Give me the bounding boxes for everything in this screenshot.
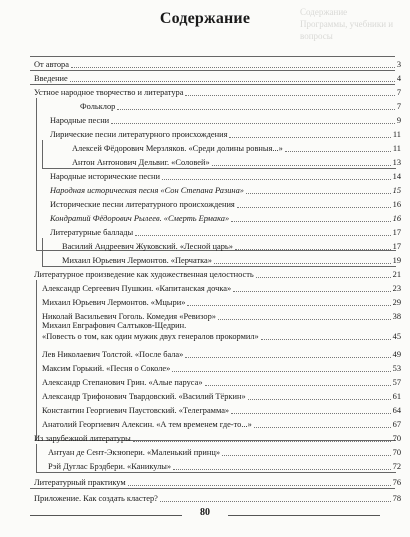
toc-entry-title: Михаил Юрьевич Лермонтов. «Перчатка» [62,256,212,265]
toc-entry-title: Михаил Юрьевич Лермонтов. «Мцыри» [42,298,186,307]
toc-entry[interactable] [62,252,401,266]
toc-entry[interactable] [50,112,401,126]
toc-entry[interactable] [34,490,401,504]
toc-entry-title: Константин Георгиевич Паустовский. «Телеграмма» [42,406,230,415]
toc-entry-title: Лирические песни литературного происхождения [50,130,228,139]
toc-entry-title: Исторические песни литературного происхождения [50,200,235,209]
toc-entry-page: 53 [392,364,401,373]
dot-leader [135,235,391,236]
ghost-line: Программы, учебники и вопросы [300,19,394,41]
toc-entry[interactable] [50,224,401,238]
toc-entry-title: Народные исторические песни [50,172,160,181]
page-title: Содержание [159,10,251,27]
toc-entry-page: 57 [392,378,401,387]
toc-entry[interactable] [50,210,401,224]
dot-leader [235,249,391,250]
dot-leader [162,179,391,180]
toc-entry-title: От автора [34,60,69,69]
toc-entry-page: 3 [396,60,401,69]
dot-leader [205,385,391,386]
dot-leader [111,123,395,124]
dot-leader [71,67,395,68]
toc-entry-title: Антуан де Сент-Экзюпери. «Маленький принц» [48,448,221,457]
toc-entry-page: 14 [392,172,401,181]
dot-leader [173,469,391,470]
toc-entry-title: Литературное произведение как художественная целостность [34,270,254,279]
toc-entry-title: Лев Николаевич Толстой. «После бала» [42,350,184,359]
toc-entry-page: 72 [392,462,401,471]
toc-entry-title: Литературный практикум [34,478,126,487]
toc-entry-page: 29 [392,298,401,307]
dot-leader [248,399,391,400]
toc-entry[interactable] [80,98,401,112]
dot-leader [214,263,391,264]
toc-entry[interactable] [42,320,401,344]
dot-leader [185,95,394,96]
dot-leader [133,441,391,442]
toc-entry[interactable] [34,266,401,280]
toc-entry-title: Литературные баллады [50,228,134,237]
toc-entry-title: Михаил Евграфович Салтыков-Щедрин. [42,321,187,330]
toc-entry-title-line2: «Повесть о том, как один мужик двух генералов прокормил» [42,332,259,341]
dot-leader [185,357,390,358]
toc-entry-title: Николай Васильевич Гоголь. Комедия «Ревизор» [42,312,216,321]
toc-entry-page: 67 [392,420,401,429]
toc-entry-second-line [42,331,401,342]
toc-entry[interactable] [42,294,401,308]
toc-entry[interactable] [42,360,401,374]
toc-entry-page: 70 [392,448,401,457]
footer-rule-right [228,515,380,516]
toc-entry-page: 11 [392,144,401,153]
toc-entry[interactable] [34,84,401,98]
toc-entry-title: Василий Андреевич Жуковский. «Лесной царь» [62,242,233,251]
dot-leader [117,109,394,110]
toc-entry-page: 9 [396,116,401,125]
dot-leader [261,339,391,340]
ghost-line: Содержание [300,7,348,17]
toc-entry-title: Фольклор [80,102,116,111]
toc-entry[interactable] [34,474,401,488]
toc-entry-page: 19 [392,256,401,265]
dot-leader [231,413,391,414]
toc-entry-page: 23 [392,284,401,293]
dot-leader [160,501,391,502]
toc-entry-title: Приложение. Как создать кластер? [34,494,158,503]
toc-entry[interactable] [72,154,401,168]
toc-entry-page: 16 [392,200,401,209]
toc-entry-title: Кондратий Фёдорович Рылеев. «Смерть Ермака» [50,214,230,223]
toc-entry-page: 17 [392,228,401,237]
toc-entry[interactable] [42,346,401,360]
toc-entry[interactable] [48,458,401,472]
toc-entry[interactable] [50,168,401,182]
dot-leader [233,291,390,292]
toc-entry-title: Устное народное творчество и литература [34,88,184,97]
toc-entry-page: 38 [392,312,401,321]
toc-entry[interactable] [42,374,401,388]
toc-entry-page: 61 [392,392,401,401]
dot-leader [237,207,391,208]
toc-entry-page: 21 [392,270,401,279]
toc-entry-title: Александр Степанович Грин. «Алые паруса» [42,378,203,387]
toc-entry-page: 45 [392,332,401,341]
toc-entry-title: Антон Антонович Дельвиг. «Соловей» [72,158,210,167]
toc-entry-title: Максим Горький. «Песня о Соколе» [42,364,171,373]
toc-entry[interactable] [42,402,401,416]
toc-entry-page: 49 [392,350,401,359]
toc-entry-page: 13 [392,158,401,167]
toc-entry[interactable] [50,182,401,196]
toc-entry-title: Анатолий Георгиевич Алексин. «А тем временем где-то...» [42,420,252,429]
section-bracket [30,488,395,489]
toc-entry-page: 16 [392,214,401,223]
toc-entry-page: 4 [396,74,401,83]
page-number: 80 [200,507,210,518]
toc-entry-page: 78 [392,494,401,503]
dot-leader [256,277,391,278]
toc-entry[interactable] [48,444,401,458]
toc-entry-title: Александр Сергеевич Пушкин. «Капитанская дочка» [42,284,232,293]
toc-entry-page: 7 [396,88,401,97]
dot-leader [229,137,390,138]
toc-entry-page: 11 [392,130,401,139]
dot-leader [246,193,391,194]
toc-entry[interactable] [50,196,401,210]
toc-entry[interactable] [34,430,401,444]
dot-leader [231,221,390,222]
toc-entry-title: Алексей Фёдорович Мерзляков. «Среди долины ровныя...» [72,144,283,153]
toc-entry[interactable] [42,280,401,294]
toc-entry-page: 7 [396,102,401,111]
dot-leader [285,151,391,152]
dot-leader [222,455,391,456]
toc-entry[interactable] [62,238,401,252]
footer-rule-left [30,515,182,516]
page-footer [0,505,410,525]
dot-leader [212,165,391,166]
toc-entry[interactable] [34,56,401,70]
toc-entry-page: 17 [392,242,401,251]
toc-entry[interactable] [42,416,401,430]
toc-entry[interactable] [34,70,401,84]
toc-entry[interactable] [72,140,401,154]
dot-leader [172,371,390,372]
dot-leader [254,427,391,428]
toc-entry-page: 15 [392,186,401,195]
dot-leader [187,305,390,306]
toc-entry-page: 70 [392,434,401,443]
toc-entry[interactable] [50,126,401,140]
toc-entry-title: Народные песни [50,116,110,125]
toc-entry[interactable] [42,388,401,402]
toc-entry-page: 64 [392,406,401,415]
dot-leader [128,485,391,486]
toc-entry-title: Александр Трифонович Твардовский. «Василий Тёркин» [42,392,246,401]
toc-entry-title: Из зарубежной литературы [34,434,131,443]
toc-entry-page: 76 [392,478,401,487]
toc-entry-title: Народная историческая песня «Сон Степана Разина» [50,186,244,195]
toc-entry-title: Введение [34,74,68,83]
toc-entry-title: Рэй Дуглас Брэдбери. «Каникулы» [48,462,172,471]
dot-leader [70,81,395,82]
